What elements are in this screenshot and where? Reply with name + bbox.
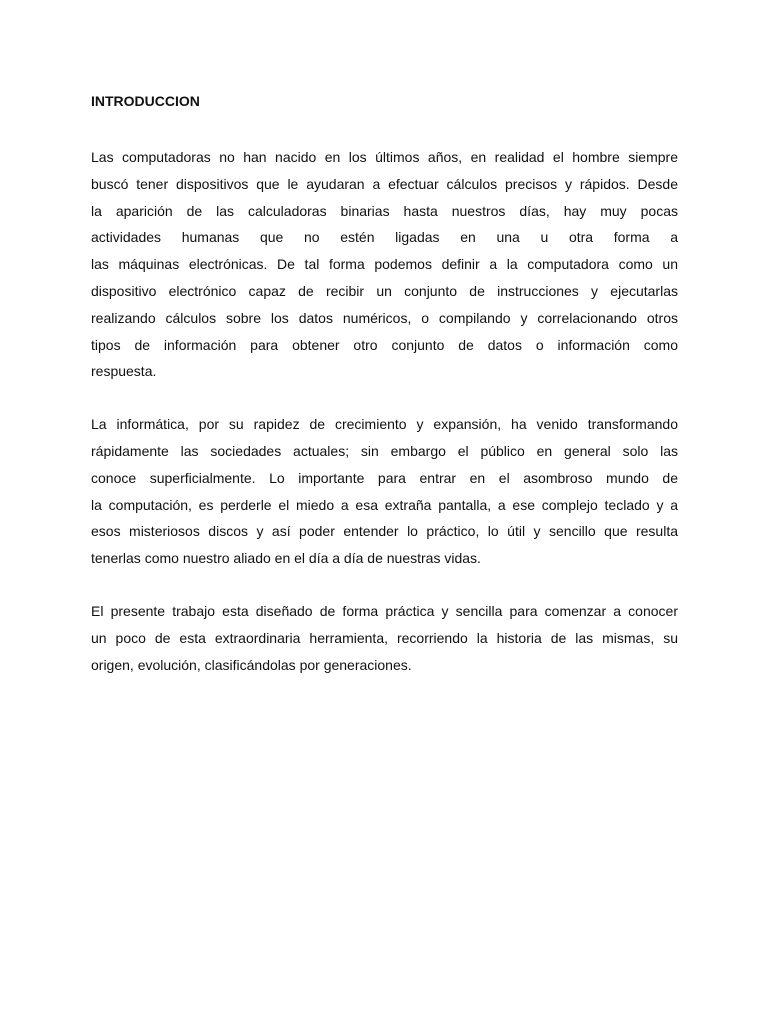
paragraph-3: [91, 598, 678, 678]
paragraph-2: [91, 411, 678, 572]
paragraph-line: Las computadoras no han nacido en los últimos años, en realidad el hombre siempre: [91, 149, 678, 165]
paragraph-line: las máquinas electrónicas. De tal forma podemos definir a la computadora como un: [91, 256, 678, 273]
paragraph-line: La informática, por su rapidez de crecimiento y expansión, ha venido transformando: [91, 416, 678, 433]
paragraph-line: tipos de información para obtener otro conjunto de datos o información como: [91, 336, 678, 353]
paragraph-line: origen, evolución, clasificándolas por generaciones.: [91, 656, 412, 673]
paragraph-line: tenerlas como nuestro aliado en el día a día de nuestras vidas.: [91, 550, 481, 567]
paragraph-line: El presente trabajo esta diseñado de forma práctica y sencilla para comenzar a conocer: [91, 602, 678, 619]
paragraph-line: la computación, es perderle el miedo a esa extraña pantalla, a ese complejo teclado y a: [91, 496, 678, 513]
paragraph-line: realizando cálculos sobre los datos numéricos, o compilando y correlacionando otros: [91, 309, 678, 326]
document-page: [91, 90, 678, 704]
paragraph-line: buscó tener dispositivos que le ayudaran a efectuar cálculos precisos y rápidos. Desde: [91, 175, 678, 192]
paragraph-line: la aparición de las calculadoras binarias hasta nuestros días, hay muy pocas: [91, 202, 678, 219]
paragraph-line: respuesta.: [91, 363, 157, 380]
paragraph-line: esos misteriosos discos y así poder entender lo práctico, lo útil y sencillo que resulta: [91, 523, 678, 540]
paragraph-line: un poco de esta extraordinaria herramienta, recorriendo la historia de las mismas, su: [91, 629, 678, 646]
paragraph-line: rápidamente las sociedades actuales; sin embargo el público en general solo las: [91, 442, 678, 459]
paragraph-1: [91, 144, 678, 385]
page-title: INTRODUCCION: [91, 93, 200, 109]
paragraph-line: actividades humanas que no estén ligadas en una u otra forma a: [91, 229, 678, 246]
paragraph-line: conoce superficialmente. Lo importante para entrar en el asombroso mundo de: [91, 469, 678, 486]
paragraph-line: dispositivo electrónico capaz de recibir un conjunto de instrucciones y ejecutarlas: [91, 282, 678, 299]
